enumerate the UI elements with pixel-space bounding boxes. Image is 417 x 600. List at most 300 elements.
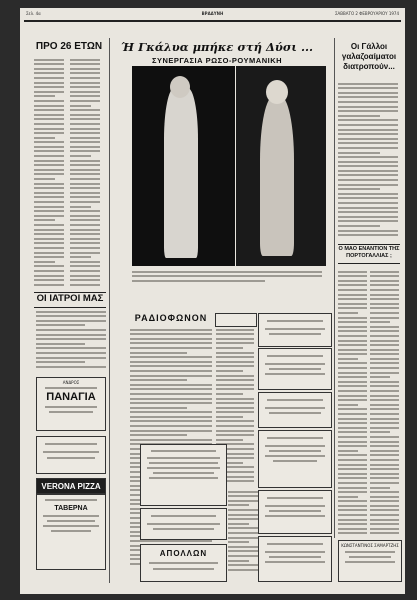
text-line: [34, 63, 64, 65]
text-line: [338, 271, 367, 273]
text-line: [36, 357, 106, 359]
left-text-column-1: [34, 56, 64, 288]
text-line: [34, 252, 64, 254]
text-line: [70, 242, 100, 244]
text-line: [34, 196, 64, 198]
text-line: [338, 133, 398, 135]
text-line: [34, 169, 64, 171]
text-line: [338, 427, 367, 429]
ad-apollon: [140, 544, 227, 582]
text-line: [338, 385, 367, 387]
text-line: [34, 178, 55, 180]
text-line: [216, 379, 254, 381]
text-line: [338, 376, 367, 378]
text-line: [370, 395, 399, 397]
text-line: [70, 100, 100, 102]
text-line: [338, 487, 367, 489]
text-line: [70, 247, 100, 249]
text-line: [36, 338, 106, 340]
text-line: [370, 523, 399, 525]
text-line: [34, 68, 64, 70]
text-line: [338, 202, 398, 204]
text-line: [370, 509, 399, 511]
text-line: [70, 215, 100, 217]
text-line: [370, 445, 399, 447]
text-line: [70, 192, 100, 194]
text-line: [216, 370, 243, 372]
text-line: [370, 317, 399, 319]
text-line: [70, 118, 100, 120]
text-line: [228, 569, 258, 571]
text-line: [70, 229, 100, 231]
text-line: [228, 555, 258, 557]
ad-rc-4: [258, 430, 332, 488]
text-line: [216, 393, 243, 395]
text-line: [216, 333, 254, 335]
text-line: [216, 430, 254, 432]
text-line: [370, 473, 399, 475]
ad-panagia-small: ΑΝΔΡΟΣ: [62, 380, 80, 385]
text-line: [370, 330, 399, 332]
text-line: [338, 124, 398, 126]
text-line: [370, 303, 399, 305]
text-line: [70, 86, 100, 88]
text-line: [338, 207, 398, 209]
text-line: [216, 416, 243, 418]
center-mini-column-2: [228, 488, 258, 573]
photo-caption: [132, 268, 322, 284]
text-line: [338, 441, 367, 443]
text-line: [338, 284, 367, 286]
text-line: [130, 370, 212, 372]
text-line: [370, 335, 399, 337]
text-line: [34, 238, 64, 240]
ad-center-2: [140, 508, 227, 540]
text-line: [130, 407, 187, 409]
text-line: [228, 518, 258, 520]
text-line: [370, 390, 399, 392]
text-line: [34, 279, 64, 281]
text-line: [130, 540, 212, 542]
text-line: [370, 275, 399, 277]
text-line: [338, 330, 367, 332]
text-line: [338, 230, 398, 232]
text-line: [216, 434, 254, 436]
text-line: [70, 173, 100, 175]
text-line: [70, 275, 100, 277]
text-line: [338, 459, 367, 461]
text-line: [36, 361, 85, 363]
text-line: [34, 105, 64, 107]
text-line: [338, 367, 367, 369]
text-line: [130, 356, 212, 358]
text-line: [34, 95, 55, 97]
text-line: [34, 219, 55, 221]
text-line: [70, 105, 91, 107]
ad-rc-3: [258, 392, 332, 428]
photo-model-left: [132, 66, 235, 266]
text-line: [70, 160, 100, 162]
text-line: [370, 321, 390, 323]
text-line: [338, 473, 367, 475]
text-line: [216, 420, 254, 422]
text-line: [338, 514, 367, 516]
text-line: [70, 265, 100, 267]
text-line: [34, 192, 64, 194]
text-line: [338, 340, 367, 342]
text-line: [70, 178, 100, 180]
text-line: [370, 271, 399, 273]
text-line: [216, 411, 254, 413]
text-line: [34, 77, 64, 79]
text-line: [34, 201, 64, 203]
text-line: [338, 528, 367, 530]
text-line: [228, 509, 258, 511]
text-line: [34, 150, 64, 152]
text-line: [370, 280, 399, 282]
text-line: [34, 109, 64, 111]
text-line: [216, 342, 254, 344]
text-line: [370, 385, 399, 387]
text-line: [70, 233, 100, 235]
text-line: [370, 450, 399, 452]
text-line: [70, 95, 100, 97]
text-line: [216, 329, 254, 331]
text-line: [130, 361, 212, 363]
left-title: ΠΡΟ 26 ΕΤΩΝ: [35, 41, 103, 52]
text-line: [70, 146, 100, 148]
text-line: [70, 128, 100, 130]
text-line: [338, 381, 367, 383]
page-number: Σελ. 4α: [26, 11, 41, 16]
ad-center-1: [140, 444, 227, 506]
text-line: [36, 343, 85, 345]
text-line: [34, 141, 64, 143]
text-line: [70, 150, 100, 152]
text-line: [370, 289, 399, 291]
text-line: [130, 388, 212, 390]
text-line: [70, 183, 100, 185]
text-line: [338, 326, 367, 328]
text-line: [216, 439, 243, 441]
text-line: [70, 279, 100, 281]
text-line: [70, 132, 100, 134]
center-subhead: ΣΥΝΕΡΓΑΣΙΑ ΡΩΣΟ-ΡΟΥΜΑΝΙΚΗ: [151, 56, 283, 65]
text-line: [338, 468, 367, 470]
text-line: [370, 427, 399, 429]
text-line: [338, 450, 358, 452]
text-line: [130, 329, 212, 331]
text-line: [370, 528, 399, 530]
text-line: [338, 87, 398, 89]
text-line: [70, 82, 100, 84]
radio-title: ΡΑΔΙΟΦΩΝΟΝ: [134, 313, 208, 323]
text-line: [228, 523, 249, 525]
text-line: [338, 197, 398, 199]
text-line: [130, 338, 212, 340]
doctors-title: ΟΙ ΙΑΤΡΟΙ ΜΑΣ: [36, 293, 104, 304]
text-line: [338, 294, 367, 296]
text-line: [338, 142, 398, 144]
text-line: [70, 238, 100, 240]
text-line: [34, 275, 64, 277]
text-line: [34, 229, 64, 231]
text-line: [338, 211, 398, 213]
text-line: [228, 532, 258, 534]
header-rule: [24, 20, 401, 22]
text-line: [370, 431, 390, 433]
text-line: [338, 96, 398, 98]
text-line: [338, 110, 398, 112]
text-line: [34, 114, 64, 116]
text-line: [370, 464, 399, 466]
column-divider-left: [109, 38, 110, 583]
text-line: [370, 344, 399, 346]
column-divider-right: [334, 38, 335, 538]
text-line: [34, 206, 64, 208]
text-line: [34, 132, 64, 134]
text-line: [36, 329, 106, 331]
text-line: [70, 141, 100, 143]
text-line: [228, 564, 258, 566]
text-line: [228, 504, 249, 506]
text-line: [34, 270, 64, 272]
text-line: [370, 340, 399, 342]
text-line: [216, 402, 254, 404]
text-line: [216, 352, 254, 354]
text-line: [130, 379, 187, 381]
text-line: [338, 519, 367, 521]
text-line: [338, 408, 367, 410]
text-line: [130, 393, 212, 395]
left-text-column-2: [70, 56, 100, 288]
text-line: [228, 546, 258, 548]
text-line: [370, 408, 399, 410]
text-line: [34, 59, 64, 61]
text-line: [338, 83, 398, 85]
text-line: [338, 445, 367, 447]
text-line: [338, 234, 398, 236]
text-line: [338, 312, 358, 314]
text-line: [338, 161, 398, 163]
text-line: [228, 537, 258, 539]
text-line: [370, 353, 399, 355]
text-line: [338, 179, 398, 181]
ad-rc-5: [258, 490, 332, 534]
text-line: [370, 399, 399, 401]
text-line: [36, 315, 106, 317]
text-line: [70, 270, 100, 272]
text-line: [70, 169, 100, 171]
text-line: [228, 514, 258, 516]
text-line: [338, 395, 367, 397]
right-text-column-3: [370, 268, 399, 537]
page-header: [24, 11, 401, 19]
text-line: [130, 365, 212, 367]
text-line: [338, 349, 367, 351]
text-line: [34, 256, 64, 258]
text-line: [338, 464, 367, 466]
text-line: [34, 82, 64, 84]
text-line: [70, 77, 100, 79]
text-line: [370, 367, 399, 369]
text-line: [338, 225, 380, 227]
text-line: [338, 156, 398, 158]
text-line: [70, 206, 91, 208]
text-line: [130, 439, 212, 441]
ad-verona-header: [36, 478, 106, 494]
right-text-column-2: [338, 268, 367, 537]
text-line: [370, 459, 399, 461]
text-line: [130, 398, 212, 400]
text-line: [338, 193, 398, 195]
text-line: [34, 210, 64, 212]
text-line: [338, 362, 367, 364]
text-line: [338, 477, 367, 479]
right-text-column-1: [338, 80, 398, 239]
text-line: [34, 242, 64, 244]
text-line: [216, 347, 243, 349]
text-line: [130, 352, 187, 354]
text-line: [130, 384, 212, 386]
right-title: Οι Γάλλοι γαλαζοαίματοι διατροπούν...: [341, 42, 397, 71]
doctors-list: [36, 308, 106, 370]
text-line: [34, 86, 64, 88]
text-line: [370, 312, 399, 314]
text-line: [338, 174, 398, 176]
text-line: [34, 215, 64, 217]
text-line: [130, 434, 187, 436]
text-line: [36, 334, 106, 336]
text-line: [338, 101, 398, 103]
text-line: [338, 358, 358, 360]
text-line: [338, 500, 367, 502]
text-line: [70, 114, 100, 116]
text-line: [370, 307, 399, 309]
text-line: [338, 532, 367, 534]
text-line: [370, 500, 399, 502]
text-line: [370, 487, 390, 489]
text-line: [370, 454, 399, 456]
text-line: [34, 183, 64, 185]
text-line: [130, 333, 212, 335]
text-line: [228, 500, 258, 502]
text-line: [34, 160, 64, 162]
text-line: [216, 425, 254, 427]
text-line: [34, 261, 55, 263]
ad-kouzina-title: ΤΑΒΕΡΝΑ: [54, 505, 88, 512]
text-line: [370, 436, 399, 438]
text-line: [70, 284, 100, 286]
text-line: [130, 347, 212, 349]
text-line: [370, 496, 399, 498]
text-line: [130, 416, 212, 418]
text-line: [338, 404, 358, 406]
text-line: [70, 109, 100, 111]
text-line: [36, 347, 106, 349]
text-line: [338, 115, 380, 117]
text-line: [228, 495, 258, 497]
ad-kouzina: [36, 494, 106, 570]
text-line: [370, 404, 399, 406]
text-line: [36, 352, 106, 354]
text-line: [34, 187, 64, 189]
text-line: [70, 256, 91, 258]
text-line: [338, 307, 367, 309]
text-line: [338, 188, 380, 190]
text-line: [70, 252, 100, 254]
text-line: [70, 219, 100, 221]
text-line: [370, 491, 399, 493]
ad-rc-6: [258, 536, 332, 582]
text-line: [338, 509, 367, 511]
text-line: [370, 532, 399, 534]
text-line: [34, 247, 64, 249]
text-line: [216, 375, 254, 377]
ad-samartzis: [338, 540, 402, 582]
text-line: [34, 164, 64, 166]
text-line: [338, 152, 380, 154]
text-line: [34, 173, 64, 175]
text-line: [338, 431, 367, 433]
text-line: [130, 430, 212, 432]
text-line: [338, 496, 358, 498]
text-line: [228, 527, 258, 529]
text-line: [70, 164, 100, 166]
text-line: [338, 418, 367, 420]
text-line: [338, 399, 367, 401]
newspaper-name: ΒΡΑΔΥΝΗ: [201, 11, 224, 16]
text-line: [70, 123, 100, 125]
text-line: [338, 344, 367, 346]
text-line: [370, 441, 399, 443]
tv-header-box: [215, 313, 257, 327]
ad-panagia-title: ΠΑΝΑΓΙΑ: [46, 391, 96, 403]
text-line: [70, 63, 100, 65]
right-box-title: Ο ΜΑΟ ΕΝΑΝΤΙΟΝ ΤΗΣ ΠΟΡΤΟΓΑΛΛΙΑΣ ;: [338, 246, 400, 259]
text-line: [130, 402, 212, 404]
text-line: [338, 390, 367, 392]
text-line: [216, 338, 254, 340]
text-line: [370, 422, 399, 424]
text-line: [70, 196, 100, 198]
text-line: [338, 523, 367, 525]
figure-left: [164, 88, 198, 258]
text-line: [370, 477, 399, 479]
text-line: [34, 72, 64, 74]
text-line: [70, 201, 100, 203]
text-line: [370, 349, 399, 351]
ad-rc-2: [258, 348, 332, 390]
text-line: [70, 155, 91, 157]
text-line: [34, 91, 64, 93]
text-line: [370, 418, 399, 420]
text-line: [216, 384, 254, 386]
text-line: [370, 381, 399, 383]
text-line: [338, 106, 398, 108]
text-line: [338, 491, 367, 493]
text-line: [338, 298, 367, 300]
text-line: [216, 361, 254, 363]
text-line: [338, 482, 367, 484]
text-line: [36, 366, 106, 368]
text-line: [228, 550, 258, 552]
text-line: [130, 411, 212, 413]
text-line: [216, 365, 254, 367]
text-line: [70, 224, 100, 226]
text-line: [130, 375, 212, 377]
text-line: [338, 129, 398, 131]
